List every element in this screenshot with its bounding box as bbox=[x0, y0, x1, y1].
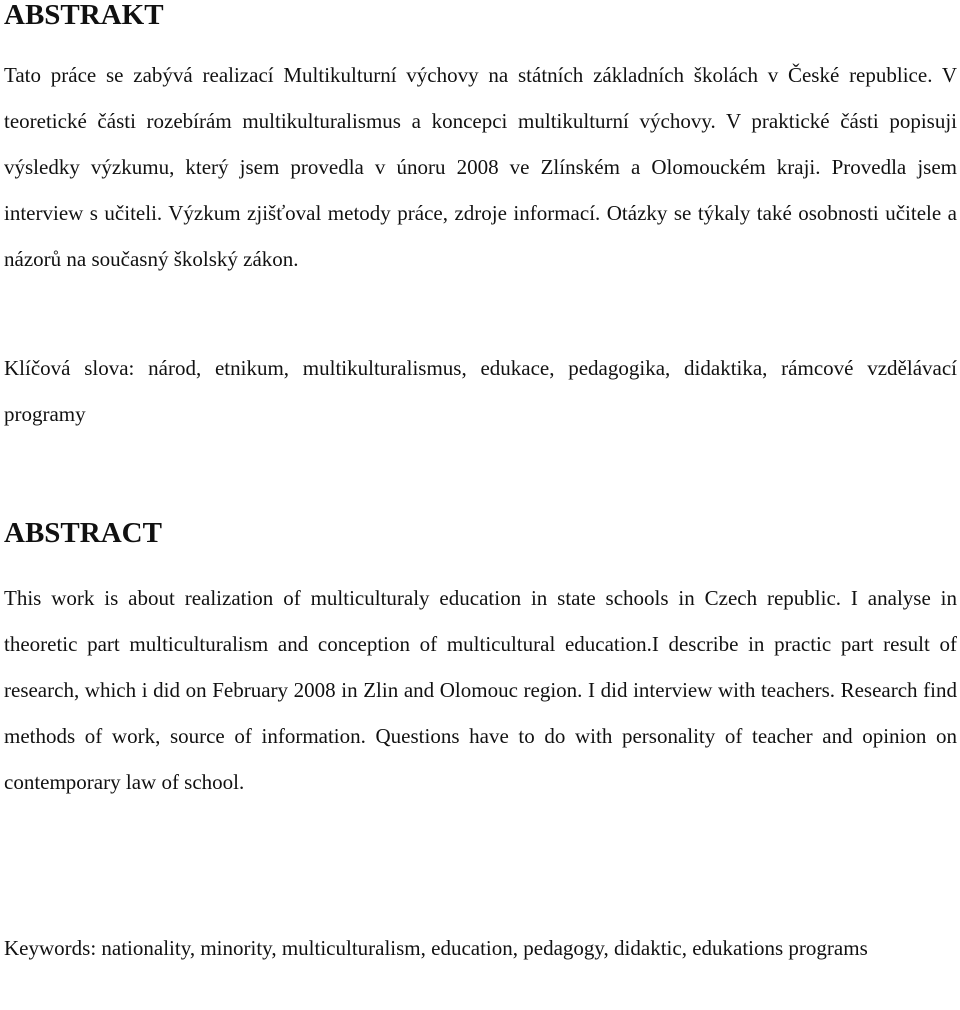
czech-abstract-heading: ABSTRAKT bbox=[4, 0, 164, 31]
czech-keywords-paragraph: Klíčová slova: národ, etnikum, multikulturalismus, edukace, pedagogika, didaktika, rámcové vzdělávací programy bbox=[4, 356, 957, 426]
english-keywords-paragraph: Keywords: nationality, minority, multiculturalism, education, pedagogy, didaktic, edukations programs bbox=[4, 936, 868, 960]
english-abstract-paragraph: This work is about realization of multiculturaly education in state schools in Czech republic. I analyse in theoretic part multiculturalism and conception of multicultural education.I describe in practic part result of research, which i did on February 2008 in Zlin and Olomouc region. I did interview with teachers. Research find methods of work, source of information. Questions have to do with personality of teacher and opinion on contemporary law of school. bbox=[4, 586, 957, 794]
english-abstract-heading: ABSTRACT bbox=[4, 517, 162, 549]
czech-abstract-paragraph: Tato práce se zabývá realizací Multikulturní výchovy na státních základních školách v České republice. V teoretické části rozebírám multikulturalismus a koncepci multikulturní výchovy. V praktické části popisuji výsledky výzkumu, který jsem provedla v únoru 2008 ve Zlínském a Olomouckém kraji. Provedla jsem interview s učiteli. Výzkum zjišťoval metody práce, zdroje informací. Otázky se týkaly také osobnosti učitele a názorů na současný školský zákon. bbox=[4, 63, 957, 271]
